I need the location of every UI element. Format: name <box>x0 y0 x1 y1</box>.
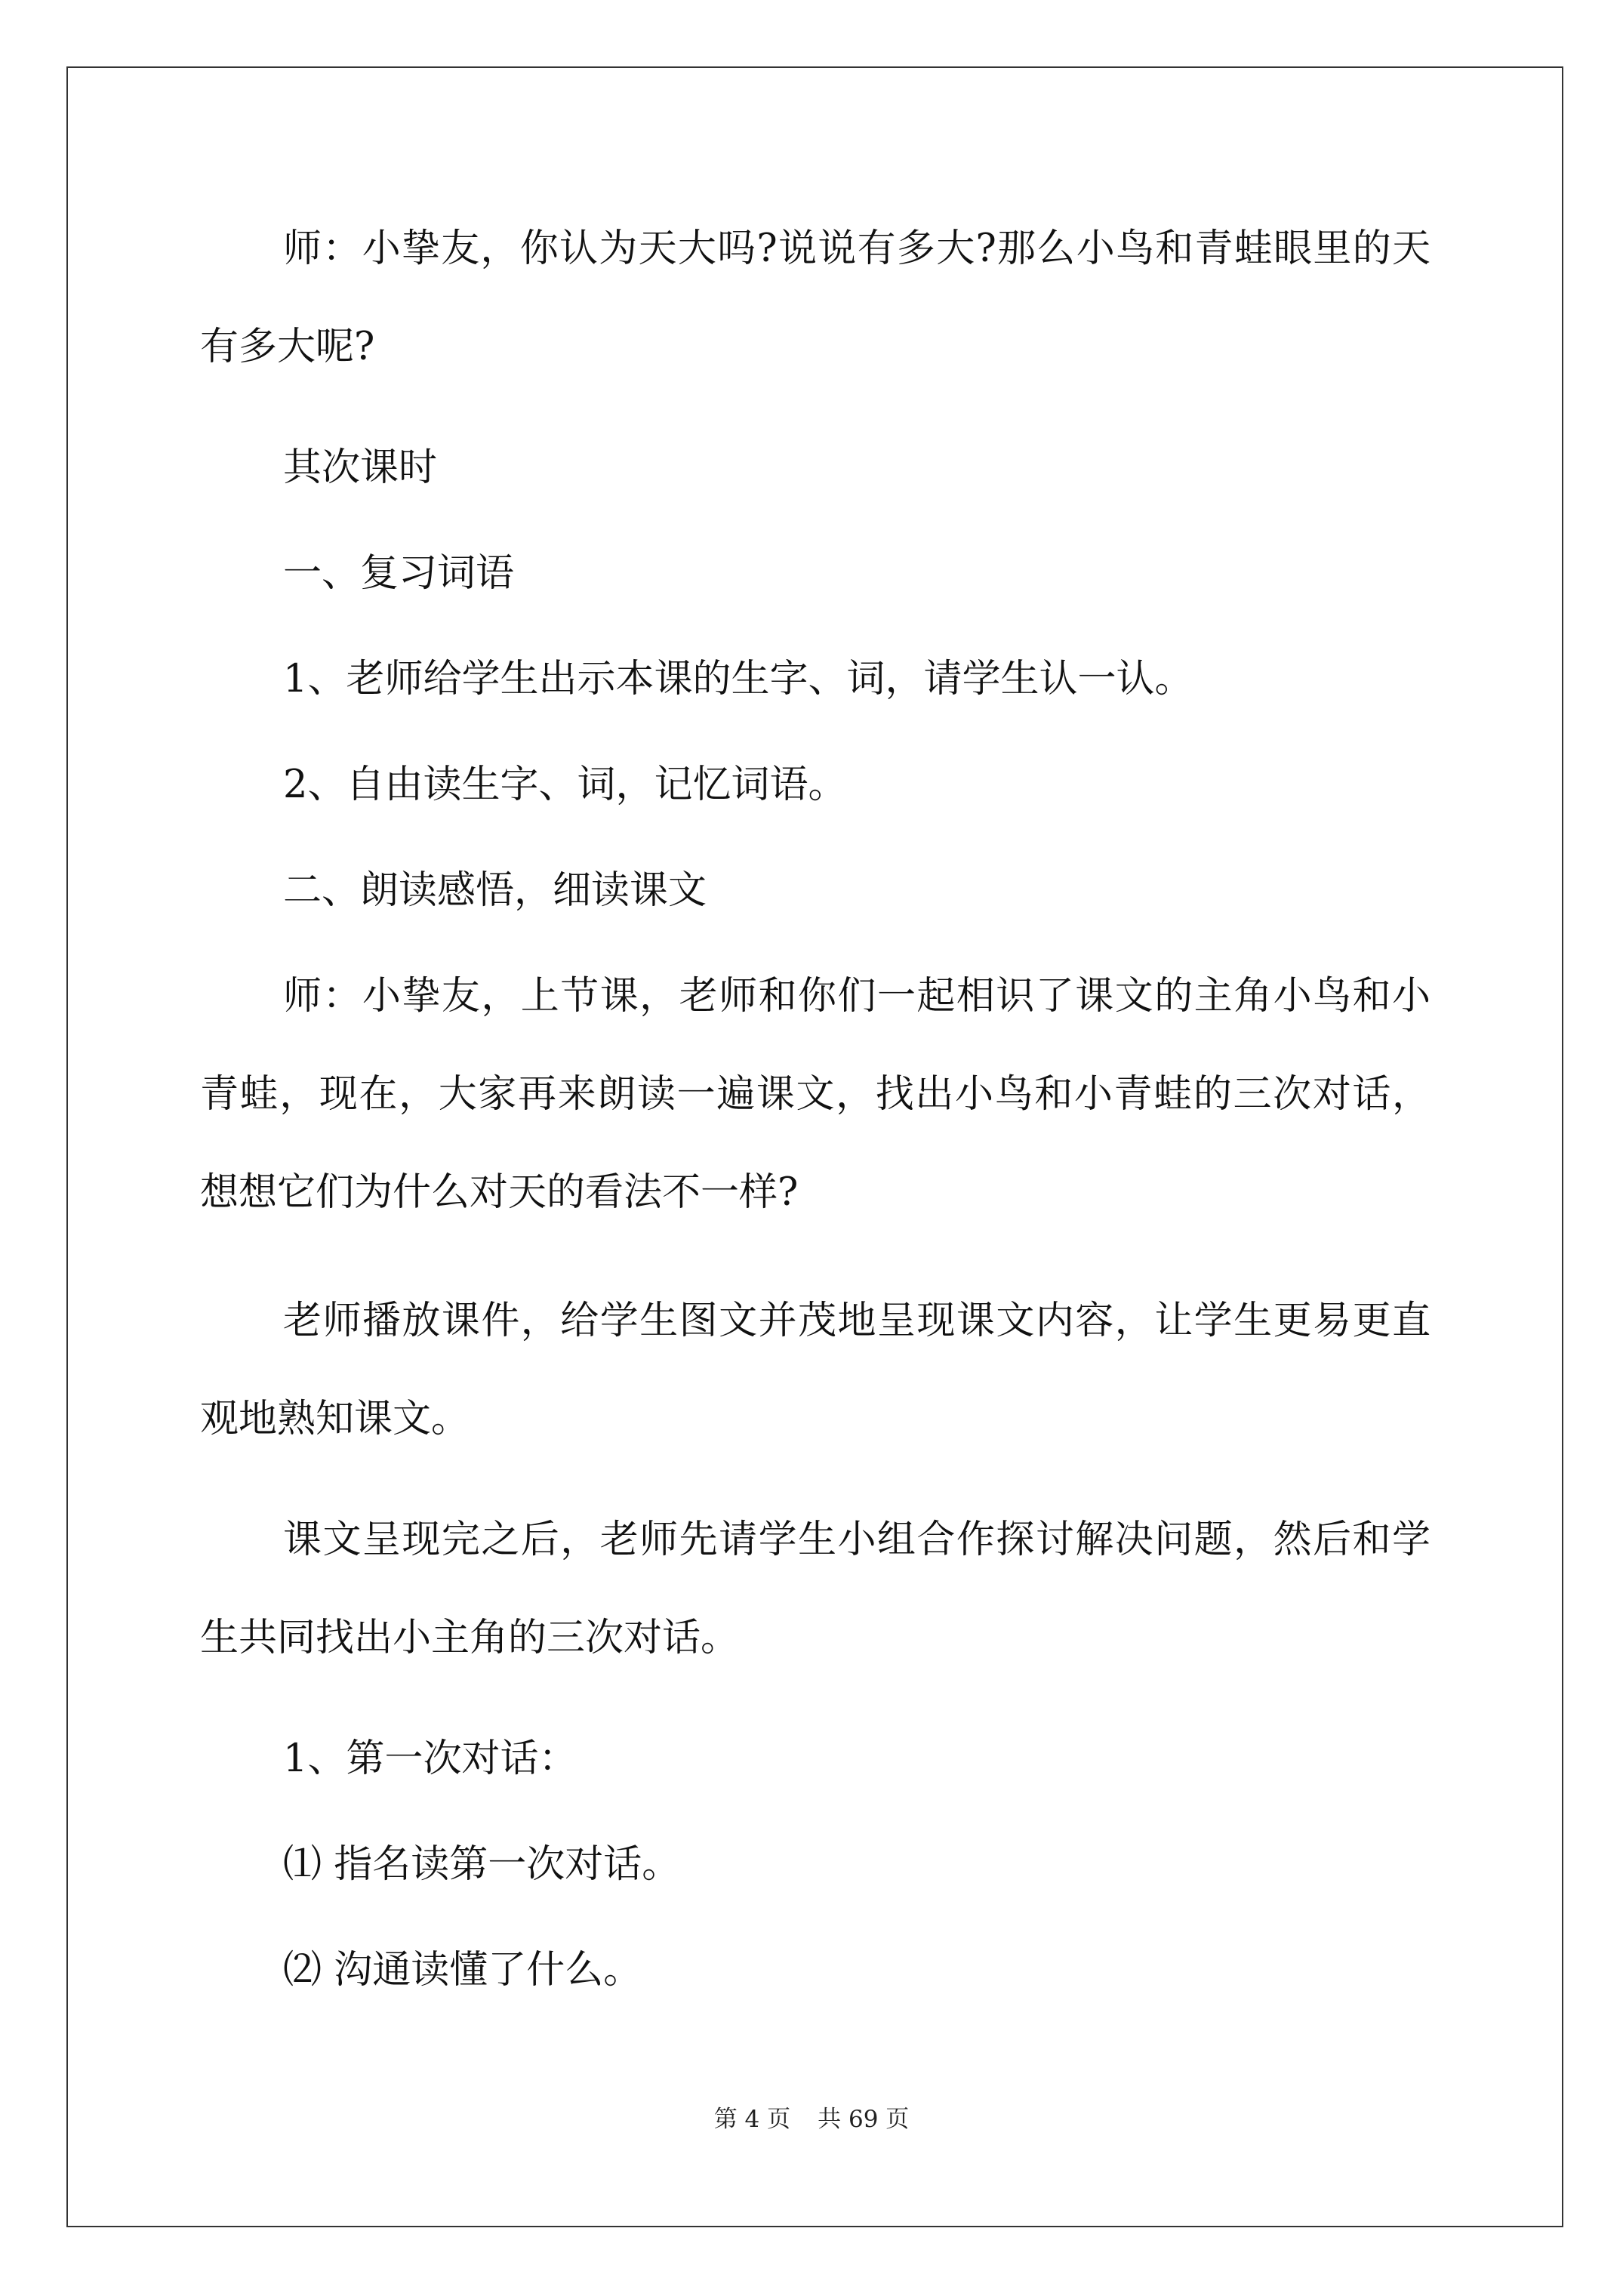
paragraph-teacher-intro: 师：小挚友，上节课，老师和你们一起相识了课文的主角小鸟和小青蛙，现在，大家再来朗读一遍课文，找出小鸟和小青蛙的三次对话，想想它们为什么对天的看法不一样? <box>200 974 1431 1215</box>
heading-review-words: 一、复习词语 <box>283 551 515 596</box>
list-item-1: 1、老师给学生出示本课的生字、词，请学生认一认。 <box>283 657 1193 701</box>
page-footer <box>0 2100 1623 2134</box>
paragraph-courseware: 老师播放课件，给学生图文并茂地呈现课文内容，让学生更易更直观地熟知课文。 <box>200 1299 1431 1441</box>
paragraph-teacher-question: 师：小挚友，你认为天大吗?说说有多大?那么小鸟和青蛙眼里的天有多大呢? <box>200 227 1431 369</box>
paragraph-group-work: 课文呈现完之后，老师先请学生小组合作探讨解决问题，然后和学生共同找出小主角的三次对话。 <box>200 1518 1431 1660</box>
heading-reading: 二、朗读感悟，细读课文 <box>283 868 707 913</box>
section-heading-second-lesson: 其次课时 <box>283 445 438 490</box>
sub-item-1: ⑴ 指名读第一次对话。 <box>283 1842 681 1887</box>
list-item-2: 2、自由读生字、词，记忆词语。 <box>283 763 847 807</box>
page-total: 共 69 页 <box>818 2106 910 2133</box>
sub-item-2: ⑵ 沟通读懂了什么。 <box>283 1948 642 1992</box>
page-number: 第 4 页 <box>713 2106 791 2133</box>
list-item-first-dialogue: 1、第一次对话： <box>283 1737 577 1781</box>
